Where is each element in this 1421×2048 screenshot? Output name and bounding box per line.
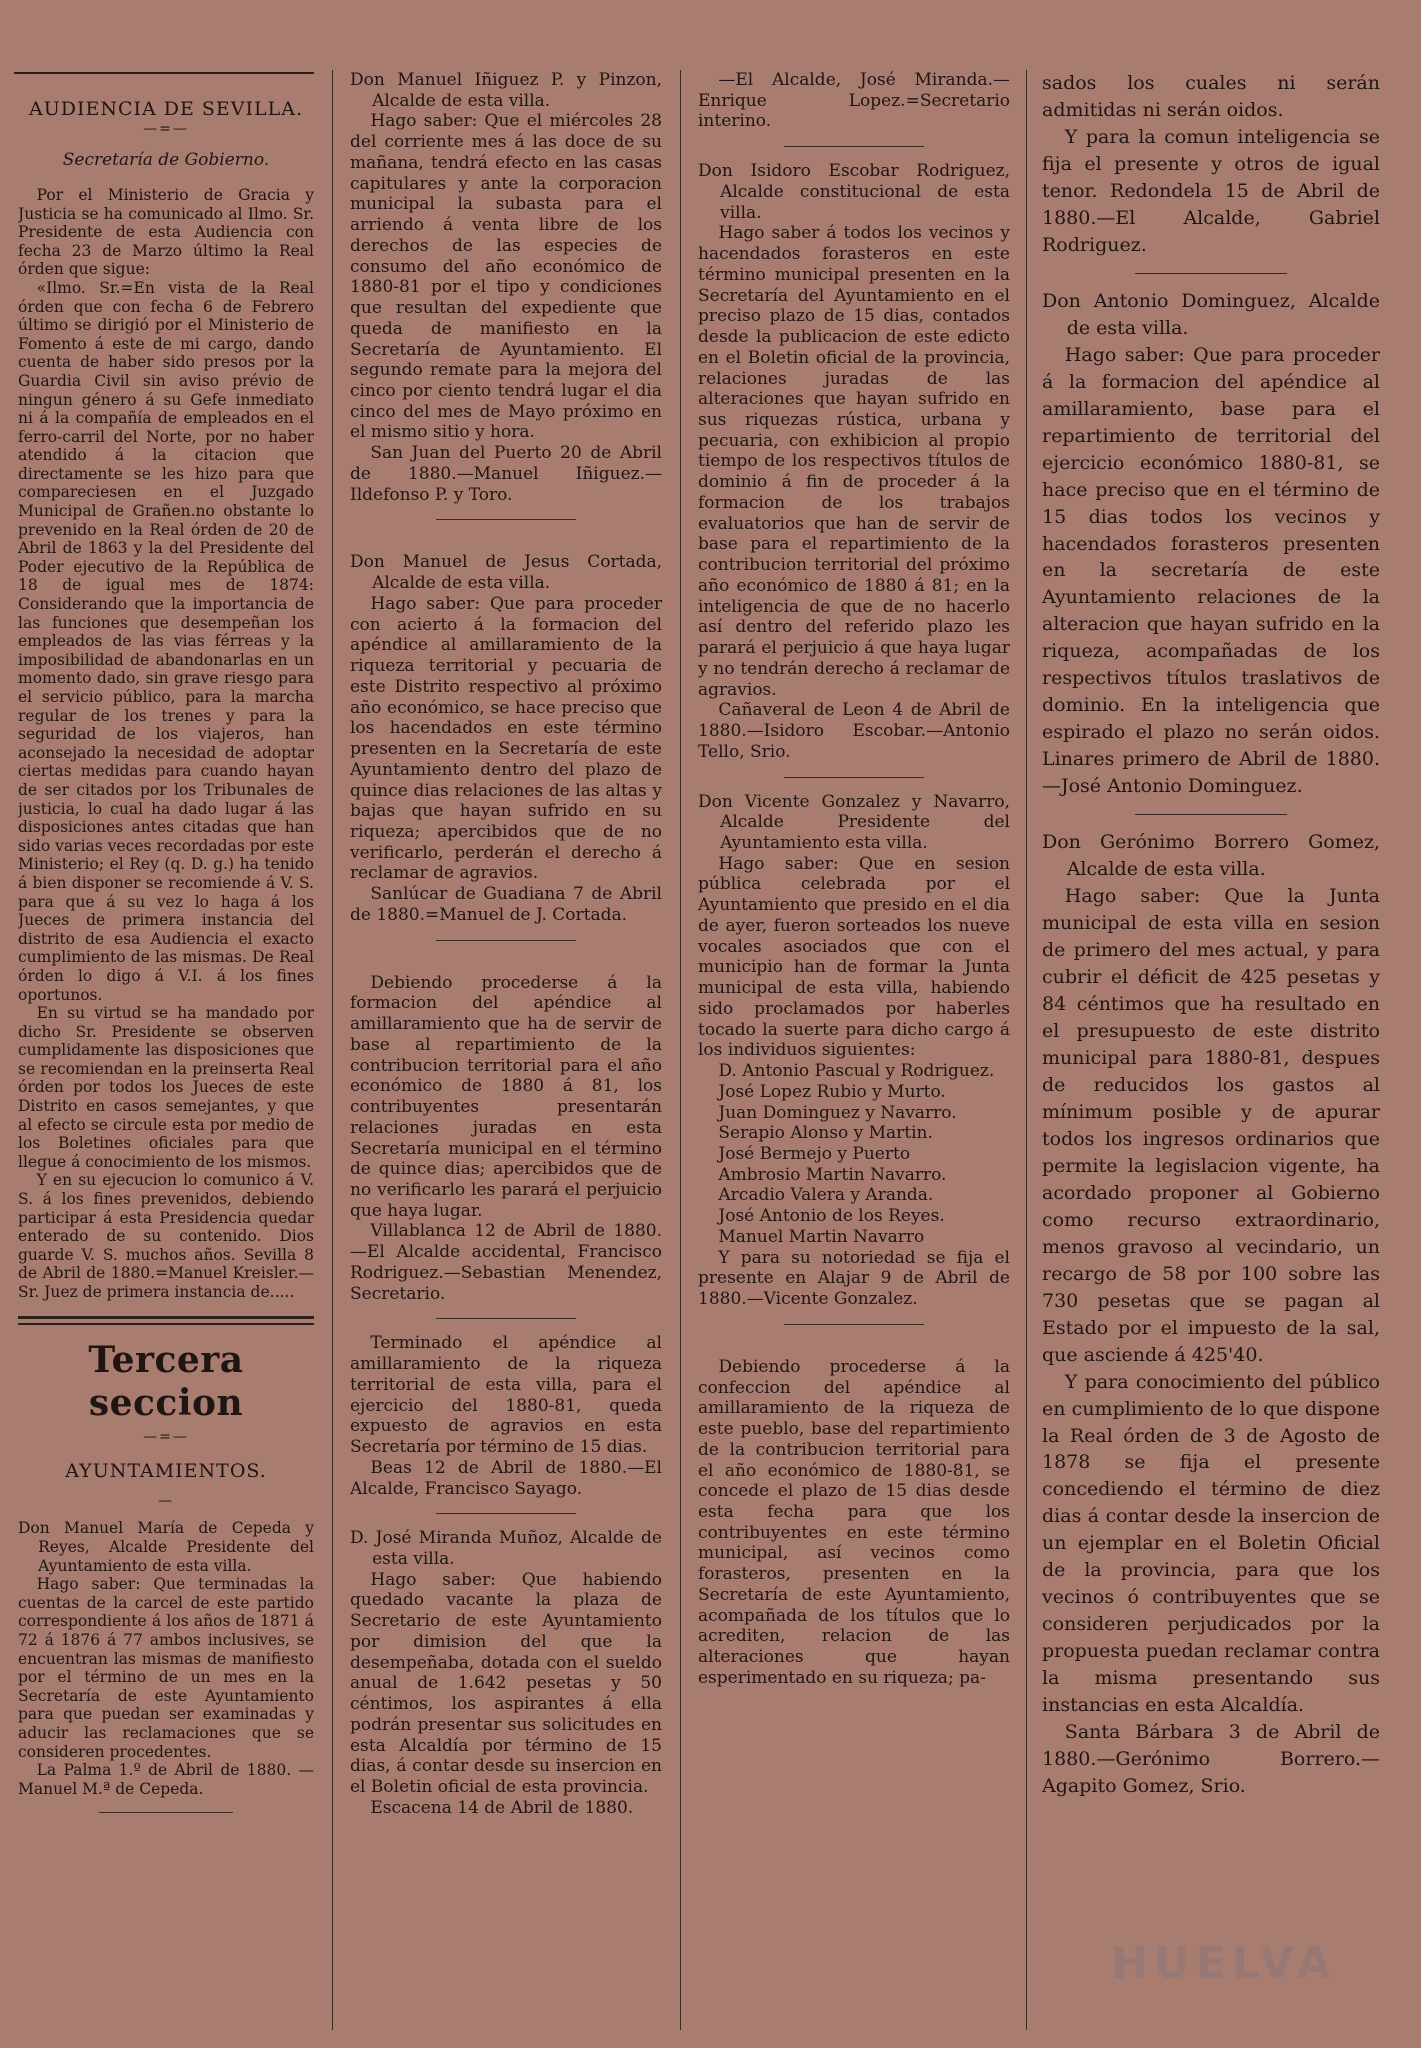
column-3 xyxy=(698,70,1010,2030)
notice-signature: Sanlúcar de Guadiana 7 de Abril de 1880.=Manuel de J. Cortada. xyxy=(350,884,662,925)
notice-divider xyxy=(784,146,924,147)
ornament-dash: —=— xyxy=(143,120,189,137)
paragraph: Por el Ministerio de Gracia y Justicia se ha comunicado al Ilmo. Sr. Presidente de esta Audiencia con fecha 23 de Marzo último la Real órden que sigue: xyxy=(18,185,314,279)
notice-body: Hago saber: Que habiendo quedado vacante la plaza de Secretario de este Ayuntamiento por dimision del que la desempeñaba, dotada con el sueldo anual de 1.642 pesetas y 50 céntimos, los aspirantes á ella podrán presentar sus solicitudes en esta Alcaldía por término de 15 dias, á contar desde su insercion en el Boletin oficial de esta provincia. xyxy=(350,1569,662,1798)
notice-signature: La Palma 1.º de Abril de 1880. —Manuel M.ª de Cepeda. xyxy=(18,1761,314,1798)
column-2 xyxy=(350,70,662,2030)
notice-heading: Don Gerónimo Borrero Gomez, Alcalde de esta villa. xyxy=(1042,831,1380,881)
notice-signature: Y para su notoriedad se fija el presente en Alajar 9 de Abril de 1880.—Vicente Gonzalez. xyxy=(698,1247,1010,1310)
list-item: D. Antonio Pascual y Rodriguez. xyxy=(718,1061,995,1082)
notice-divider xyxy=(784,777,924,778)
section-title-audiencia: AUDIENCIA DE SEVILLA. xyxy=(28,98,304,120)
notice-signature: Villablanca 12 de Abril de 1880. —El Alcalde accidental, Francisco Rodriguez.—Sebastian Menendez, Secretario. xyxy=(350,1221,662,1304)
section-divider xyxy=(18,1316,314,1319)
notice-signature: Santa Bárbara 3 de Abril de 1880.—Gerónimo Borrero.—Agapito Gomez, Srio. xyxy=(1042,1721,1380,1798)
notice-body: Hago saber: Que en sesion pública celebrada por el Ayuntamiento que presido en el dia de ayer, fueron sorteados los nueve vocales asociados que con el municipio han de formar la Junta municipal de esta villa, habiendo sido proclamados por haberles tocado la suerte para dicho cargo á los individuos siguientes: xyxy=(698,853,1010,1061)
list-item: José Lopez Rubio y Murto. xyxy=(718,1081,946,1102)
list-item: Manuel Martin Navarro xyxy=(718,1226,925,1247)
notice-signature: Beas 12 de Abril de 1880.—El Alcalde, Francisco Sayago. xyxy=(350,1457,662,1499)
notice-heading: Don Isidoro Escobar Rodriguez, Alcalde constitucional de esta villa. xyxy=(698,161,1010,223)
notice-signature: Escacena 14 de Abril de 1880. xyxy=(370,1797,634,1818)
list-item: José Antonio de los Reyes. xyxy=(718,1206,945,1227)
notice-divider xyxy=(436,1318,576,1319)
section-title-tercera: Tercera seccion xyxy=(88,1338,244,1424)
paragraph: «Ilmo. Sr.=En vista de la Real órden que con fecha 6 de Febrero último se dirigió por el Ministerio de Fomento á este de mi cargo, dando cuenta de haber sido presos por la Guardia Civil sin aviso prévio de ningun género á su Gefe inmediato ni á la compañía de empleados en el ferro-carril del Norte, por no haber atendido á la citacion que directamente se les hizo para que compareciesen en el Juzgado Municipal de Grañen.no obstante lo prevenido en la Real órden de 20 de Abril de 1863 y la del Presidente del Poder ejecutivo de la República de 18 de igual mes de 1874: Considerando que la importancia de las funciones que desempeñan los empleados de las vias férreas y la imposibilidad de abandonarlas en un momento dado, sin grave riesgo para el servicio público, para la marcha regular de los trenes y para la seguridad de los viajeros, han aconsejado la necesidad de adoptar ciertas medidas para cuando hayan de ser citados por los Tribunales de justicia, lo cual ha dado lugar á las disposiciones antes citadas que han sido varias veces recordadas por este Ministerio; el Rey (q. D. g.) ha tenido á bien disponer se recomiende á V. S. para que á su vez lo haga á los Jueces de primera instancia del distrito de esa Audiencia el exacto cumplimiento de las mismas. De Real órden lo digo á V.I. á los fines oportunos. xyxy=(18,278,314,1004)
notice-body: Hago saber: Que el miércoles 28 del corriente mes á las doce de su mañana, tendrá efecto en las casas capitulares y ante la corporacion municipal la subasta para el arriendo á venta libre de los derechos de las especies de consumo del año económico de 1880-81 por el tipo y condiciones que resultan del expediente que queda de manifiesto en la Secretaría de Ayuntamiento. El segundo remate para la mejora del cinco por ciento tendrá lugar el dia cinco del mes de Mayo próximo en el mismo sitio y hora. xyxy=(350,111,662,443)
section-title-ayuntamientos: AYUNTAMIENTOS. xyxy=(65,1459,267,1482)
notice-body: Hago saber á todos los vecinos y hacendados forasteros en este término municipal presenten en la Secretaría del Ayuntamiento en el preciso plazo de 15 dias, contados desde la publicacion de este edicto en el Boletin oficial de la provincia, relaciones juradas de las alteraciones que hayan sufrido en sus riquezas rústica, urbana y pecuaria, con exhibicion al propio tiempo de los respectivos títulos de dominio á fin de proceder á la formacion de los trabajos evaluatorios que han de servir de base para el repartimiento de la contribucion territorial del próximo año económico de 1880 á 81; en la inteligencia de que de no hacerlo así dentro del referido plazo les parará el perjuicio á que haya lugar y no tendrán derecho á reclamar de agravios. xyxy=(698,223,1010,700)
notice-body: Hago saber: Que terminadas la cuentas de la carcel de este partido correspondiente á los años de 1871 á 72 á 1876 á 77 ambos inclusives, se encuentran las mismas de manifiesto por el término de un mes en la Secretaría de este Ayuntamiento para que puedan ser examinadas y aducir las reclamaciones que se consideren procedentes. xyxy=(18,1575,314,1761)
column-rule xyxy=(680,70,681,2030)
ornament-dash: — xyxy=(158,1492,174,1509)
notice-divider xyxy=(1135,273,1287,274)
paragraph: En su virtud se ha mandado por dicho Sr. Presidente se observen cumplidamente las disposiciones que se recomiendan en la preinserta Real órden por todos los Jueces de este Distrito en casos semejantes, y que al efecto se circule esta por medio de los Boletines oficiales para que llegue á conocimiento de los mismos. xyxy=(18,1004,314,1171)
notice-body: Debiendo procederse á la formacion del apéndice al amillaramiento que ha de servir de base al repartimiento de la contribucion territorial para el año económico de 1880 á 81, los contribuyentes presentarán relaciones juradas en esta Secretaría municipal en el término de quince dias; apercibidos que de no verificarlo les parará el perjuicio que haya lugar. xyxy=(350,972,662,1221)
notice-divider xyxy=(1135,814,1287,815)
notice-heading: Don Manuel María de Cepeda y Reyes, Alcalde Presidente del Ayuntamiento de esta villa. xyxy=(18,1519,314,1575)
notice-body: Hago saber: Que para proceder á la formacion del apéndice al amillaramiento, base para el repartimiento de territorial del ejercicio económico 1880-81, se hace preciso que en el término de 15 dias todos los vecinos y hacendados forasteros presenten en la secretaría de este Ayuntamiento relaciones de la alteracion que hayan sufrido en la riqueza, acompañadas de los respectivos títulos traslativos de dominio. En la inteligencia que espirado el plazo no serán oidos. Linares primero de Abril de 1880.—José Antonio Dominguez. xyxy=(1042,343,1380,798)
list-item: Arcadio Valera y Aranda. xyxy=(718,1185,934,1206)
notice-divider xyxy=(99,1812,232,1813)
notice-heading: Don Manuel de Jesus Cortada, Alcalde de esta villa. xyxy=(350,552,662,594)
notice-body: Hago saber: Que la Junta municipal de esta villa en sesion de primero del mes actual, y para cubrir el déficit de 425 pesetas y 84 céntimos que ha resultado en el presupuesto de este distrito municipal para 1880-81, despues de reducidos los gastos al mínimum posible y de apurar todos los ingresos ordinarios que permite la legislacion vigente, ha acordado proponer al Gobierno como recurso extraordinario, menos gravoso al vecindario, un recargo de 58 por 100 sobre las 730 pesetas que se pagan al Estado por el impuesto de la sal, que asciende á 425'40. xyxy=(1042,885,1380,1366)
notice-heading: Don Manuel Iñiguez P. y Pinzon, Alcalde de esta villa. xyxy=(350,70,662,111)
watermark-logo: HUELVA xyxy=(1111,1938,1337,1989)
column-rule xyxy=(332,70,333,2030)
notice-divider xyxy=(436,519,576,520)
notice-body: Y para conocimiento del público en cumplimiento de lo que dispone la Real órden de 3 de Agosto de 1878 se fija el presente concediendo el término de diez dias á contar desde la insercion de un ejemplar en el Boletin Oficial de la provincia, para que los vecinos ó contribuyentes que se consideren perjudicados por la propuesta puedan reclamar contra la misma presentando sus instancias en esta Alcaldía. xyxy=(1042,1370,1380,1717)
list-item: Serapio Alonso y Martin. xyxy=(718,1123,933,1144)
notice-body: Terminado el apéndice al amillaramiento de la riqueza territorial de esta villa, para el ejercicio del 1880-81, queda expuesto de agravios en esta Secretaría por término de 15 dias. xyxy=(350,1333,662,1458)
column-1 xyxy=(18,70,314,2030)
names-list xyxy=(698,1061,1010,1248)
notice-divider xyxy=(784,1324,924,1325)
list-item: José Bermejo y Puerto xyxy=(718,1143,911,1164)
notice-body: Debiendo procederse á la confeccion del apéndice al amillaramiento de la riqueza de este pueblo, base del repartimiento de la contribucion territorial para el año económico de 1880-81, se concede el plazo de 15 dias desde esta fecha para que los contribuyentes en este término municipal, así vecinos como forasteros, presenten en la Secretaría de este Ayuntamiento, acompañada de los títulos que lo acrediten, relacion de las alteraciones que hayan esperimentado en su riqueza; pa- xyxy=(698,1356,1010,1688)
notice-body: Hago saber: Que para proceder con acierto á la formacion del apéndice al amillaramiento de la riqueza territorial y pecuaria de este Distrito respectivo al próximo año económico, se hace preciso que los hacendados en este término presenten en la Secretaría de este Ayuntamiento dentro del plazo de quince dias relaciones de las altas y bajas que hayan sufrido en su riqueza; apercibidos que de no verificarlo, perderán el derecho á reclamar de agravios. xyxy=(350,593,662,884)
column-4 xyxy=(1042,70,1380,2030)
list-item: Juan Dominguez y Navarro. xyxy=(718,1102,957,1123)
ornament-dash: —=— xyxy=(143,1428,189,1445)
notice-divider xyxy=(436,940,576,941)
paragraph: Y en su ejecucion lo comunico á V. S. á los fines prevenidos, debiendo participar á esta Presidencia quedar enterado de su contenido. Dios guarde V. S. muchos años. Sevilla 8 de Abril de 1880.=Manuel Kreisler.—Sr. Juez de primera instancia de..... xyxy=(18,1171,314,1302)
column-rule xyxy=(1026,70,1027,2030)
notice-heading: Don Vicente Gonzalez y Navarro, Alcalde Presidente del Ayuntamiento esta villa. xyxy=(698,791,1010,853)
notice-signature: —El Alcalde, José Miranda.—Enrique Lopez.=Secretario interino. xyxy=(698,70,1010,132)
notice-signature: Y para la comun inteligencia se fija el presente y otros de igual tenor. Redondela 15 de Abril de 1880.—El Alcalde, Gabriel Rodriguez. xyxy=(1042,125,1380,256)
notice-divider xyxy=(436,1513,576,1514)
list-item: Ambrosio Martin Navarro. xyxy=(718,1164,947,1185)
notice-signature: San Juan del Puerto 20 de Abril de 1880.—Manuel Iñiguez.—Ildefonso P. y Toro. xyxy=(350,443,662,505)
notice-body: sados los cuales ni serán admitidas ni serán oidos. xyxy=(1042,72,1380,121)
notice-signature: Cañaveral de Leon 4 de Abril de 1880.—Isidoro Escobar.—Antonio Tello, Srio. xyxy=(698,700,1010,762)
notice-heading: D. José Miranda Muñoz, Alcalde de esta villa. xyxy=(350,1528,662,1569)
subsection-title: Secretaría de Gobierno. xyxy=(62,149,270,170)
section-divider xyxy=(18,1323,314,1325)
notice-heading: Don Antonio Dominguez, Alcalde de esta villa. xyxy=(1042,289,1380,339)
